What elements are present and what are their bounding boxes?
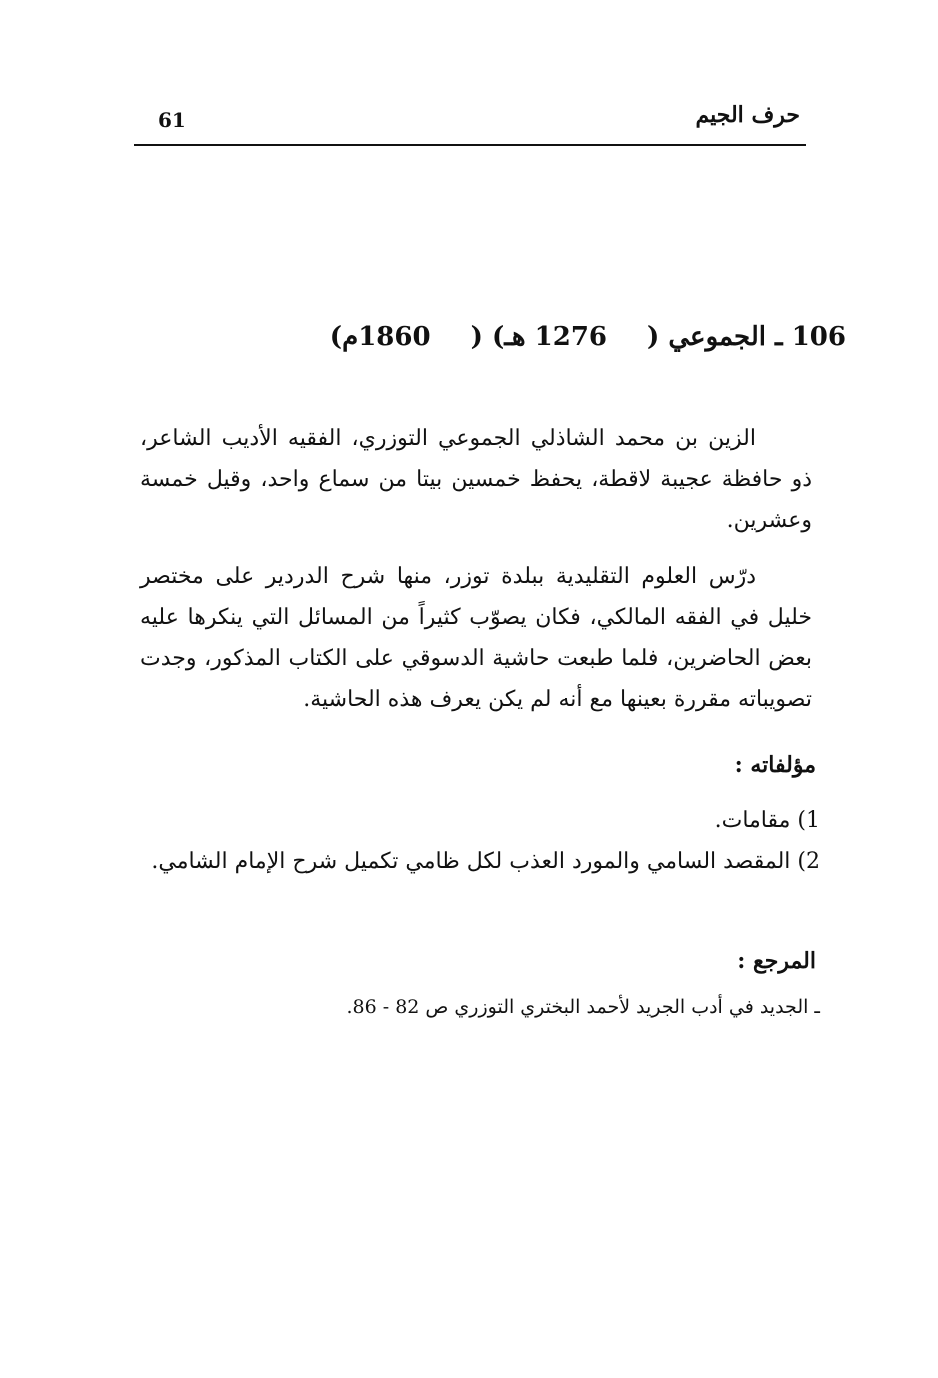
entry-paren-1: (	[647, 322, 660, 352]
list-item: 1) مقامات.	[714, 808, 820, 833]
entry-hijri-year: 1276 هـ)	[491, 322, 608, 352]
page-header	[134, 96, 806, 142]
entry-dash: ـ	[775, 322, 783, 352]
biography-paragraph-2: درّس العلوم التقليدية ببلدة توزر، منها شرح الدردير على مختصر خليل في الفقه المالكي، فكان يصوّب كثيراً من المسائل التي ينكرها عليه بعض الحاضرين، فلما طبعت حاشية الدسوقي على الكتاب المذكور، وجدت تصويباته مقررة بعينها مع أنه لم يكن يعرف هذه الحاشية.	[140, 564, 812, 712]
header-rule	[134, 144, 806, 146]
list-item: 2) المقصد السامي والمورد العذب لكل ظامي تكميل شرح الإمام الشامي.	[151, 849, 820, 874]
references-heading: المرجع :	[737, 948, 816, 974]
entry-paren-2: (	[470, 322, 483, 352]
works-list	[140, 800, 820, 882]
entry-gregorian-year: 1860م)	[329, 322, 431, 352]
running-head: حرف الجيم	[695, 102, 800, 128]
entry-title	[146, 322, 846, 352]
biography-paragraph-1: الزين بن محمد الشاذلي الجموعي التوزري، الفقيه الأديب الشاعر، ذو حافظة عجيبة لاقطة، يحفظ خمسين بيتا من سماع واحد، وقيل خمسة وعشرين.	[140, 426, 812, 533]
entry-number: 106	[791, 322, 846, 352]
reference-item: ـ الجديد في أدب الجريد لأحمد البختري التوزري ص 82 - 86.	[346, 996, 820, 1018]
entry-name: الجموعي	[668, 322, 766, 352]
page-number: 61	[158, 108, 186, 132]
works-heading: مؤلفاته :	[734, 752, 816, 778]
